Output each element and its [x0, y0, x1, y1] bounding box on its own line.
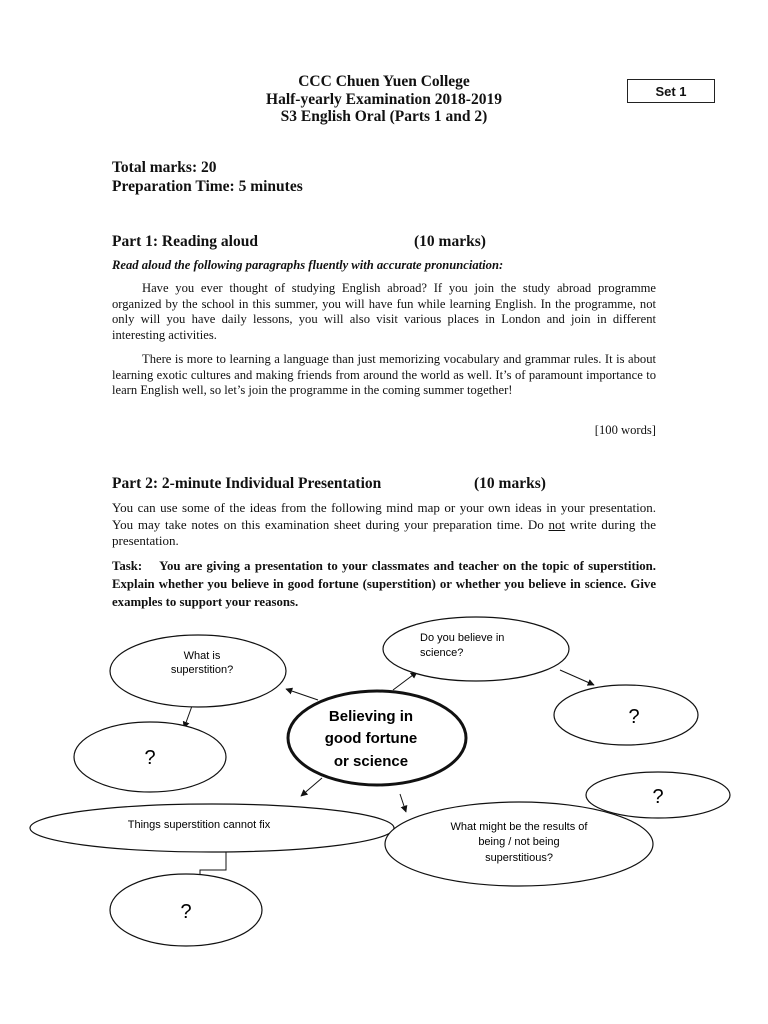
part2-title: Part 2: 2-minute Individual Presentation	[112, 475, 382, 492]
arrow-to-q2	[560, 670, 594, 685]
paragraph-2-text: There is more to learning a language than just memorizing vocabulary and grammar rules. It is about learning exotic cultures and making friends from around the world as well. It’s of paramount importance to learn English well, so let’s join the programme in the coming summer together!	[112, 352, 656, 398]
arrow-to-q1	[184, 706, 192, 728]
arrow-to-what-is	[286, 689, 318, 700]
q4-text: ?	[180, 901, 192, 923]
task-label: Task:	[112, 559, 143, 573]
part2-marks: (10 marks)	[474, 475, 546, 492]
q2-text: ?	[628, 706, 640, 728]
part2-intro-a: You can use some of the ideas from the following mind map or your own ideas in your presentation. You may take notes on this examination sheet during your preparation time. Do	[112, 500, 656, 532]
part2-intro-b: write during the presentation.	[112, 516, 656, 548]
preparation-time: Preparation Time: 5 minutes	[112, 178, 303, 195]
part2-intro-not: not	[548, 516, 566, 532]
school-name: CCC Chuen Yuen College	[298, 73, 470, 90]
arrow-to-science	[393, 672, 417, 690]
what-is-line-1: What is	[183, 650, 221, 662]
paper-title: S3 English Oral (Parts 1 and 2)	[280, 108, 488, 125]
part1-instruction: Read aloud the following paragraphs fluently with accurate pronunciation:	[112, 258, 504, 272]
exam-title: Half-yearly Examination 2018-2019	[266, 91, 502, 108]
what-is-line-2: superstition?	[170, 664, 234, 676]
cannot-fix-text: Things superstition cannot fix	[127, 819, 271, 831]
center-line-3: or science	[333, 753, 409, 770]
total-marks: Total marks: 20	[112, 159, 217, 176]
part1-title: Part 1: Reading aloud	[112, 233, 258, 250]
q2-bubble	[554, 685, 698, 745]
results-line-1: What might be the results of	[450, 821, 588, 833]
set-label: Set 1	[627, 79, 715, 103]
part1-marks: (10 marks)	[414, 233, 486, 250]
science-line-2: science?	[420, 647, 464, 659]
word-count: [100 words]	[594, 423, 656, 437]
arrow-to-cannot-fix	[301, 778, 322, 796]
q1-text: ?	[144, 747, 156, 769]
arrow-to-results	[400, 794, 406, 812]
paragraph-1-text: Have you ever thought of studying English abroad? If you join the study abroad programme organized by the school in this summer, you will have fun while learning English. In the programme, not only will you have daily lessons, you will also visit various places in London and join in different interesting activities.	[112, 281, 656, 342]
q3-text: ?	[652, 786, 664, 808]
center-line-2: good fortune	[324, 730, 418, 747]
results-line-3: superstitious?	[485, 852, 553, 864]
science-line-1: Do you believe in	[420, 632, 505, 644]
center-line-1: Believing in	[328, 708, 414, 725]
science-bubble	[383, 617, 569, 681]
results-line-2: being / not being	[478, 836, 560, 848]
task-text: You are giving a presentation to your classmates and teacher on the topic of superstition. Explain whether you believe in good fortune (superstition) or whether you believe in science. Give examples to support your reasons.	[112, 559, 657, 609]
